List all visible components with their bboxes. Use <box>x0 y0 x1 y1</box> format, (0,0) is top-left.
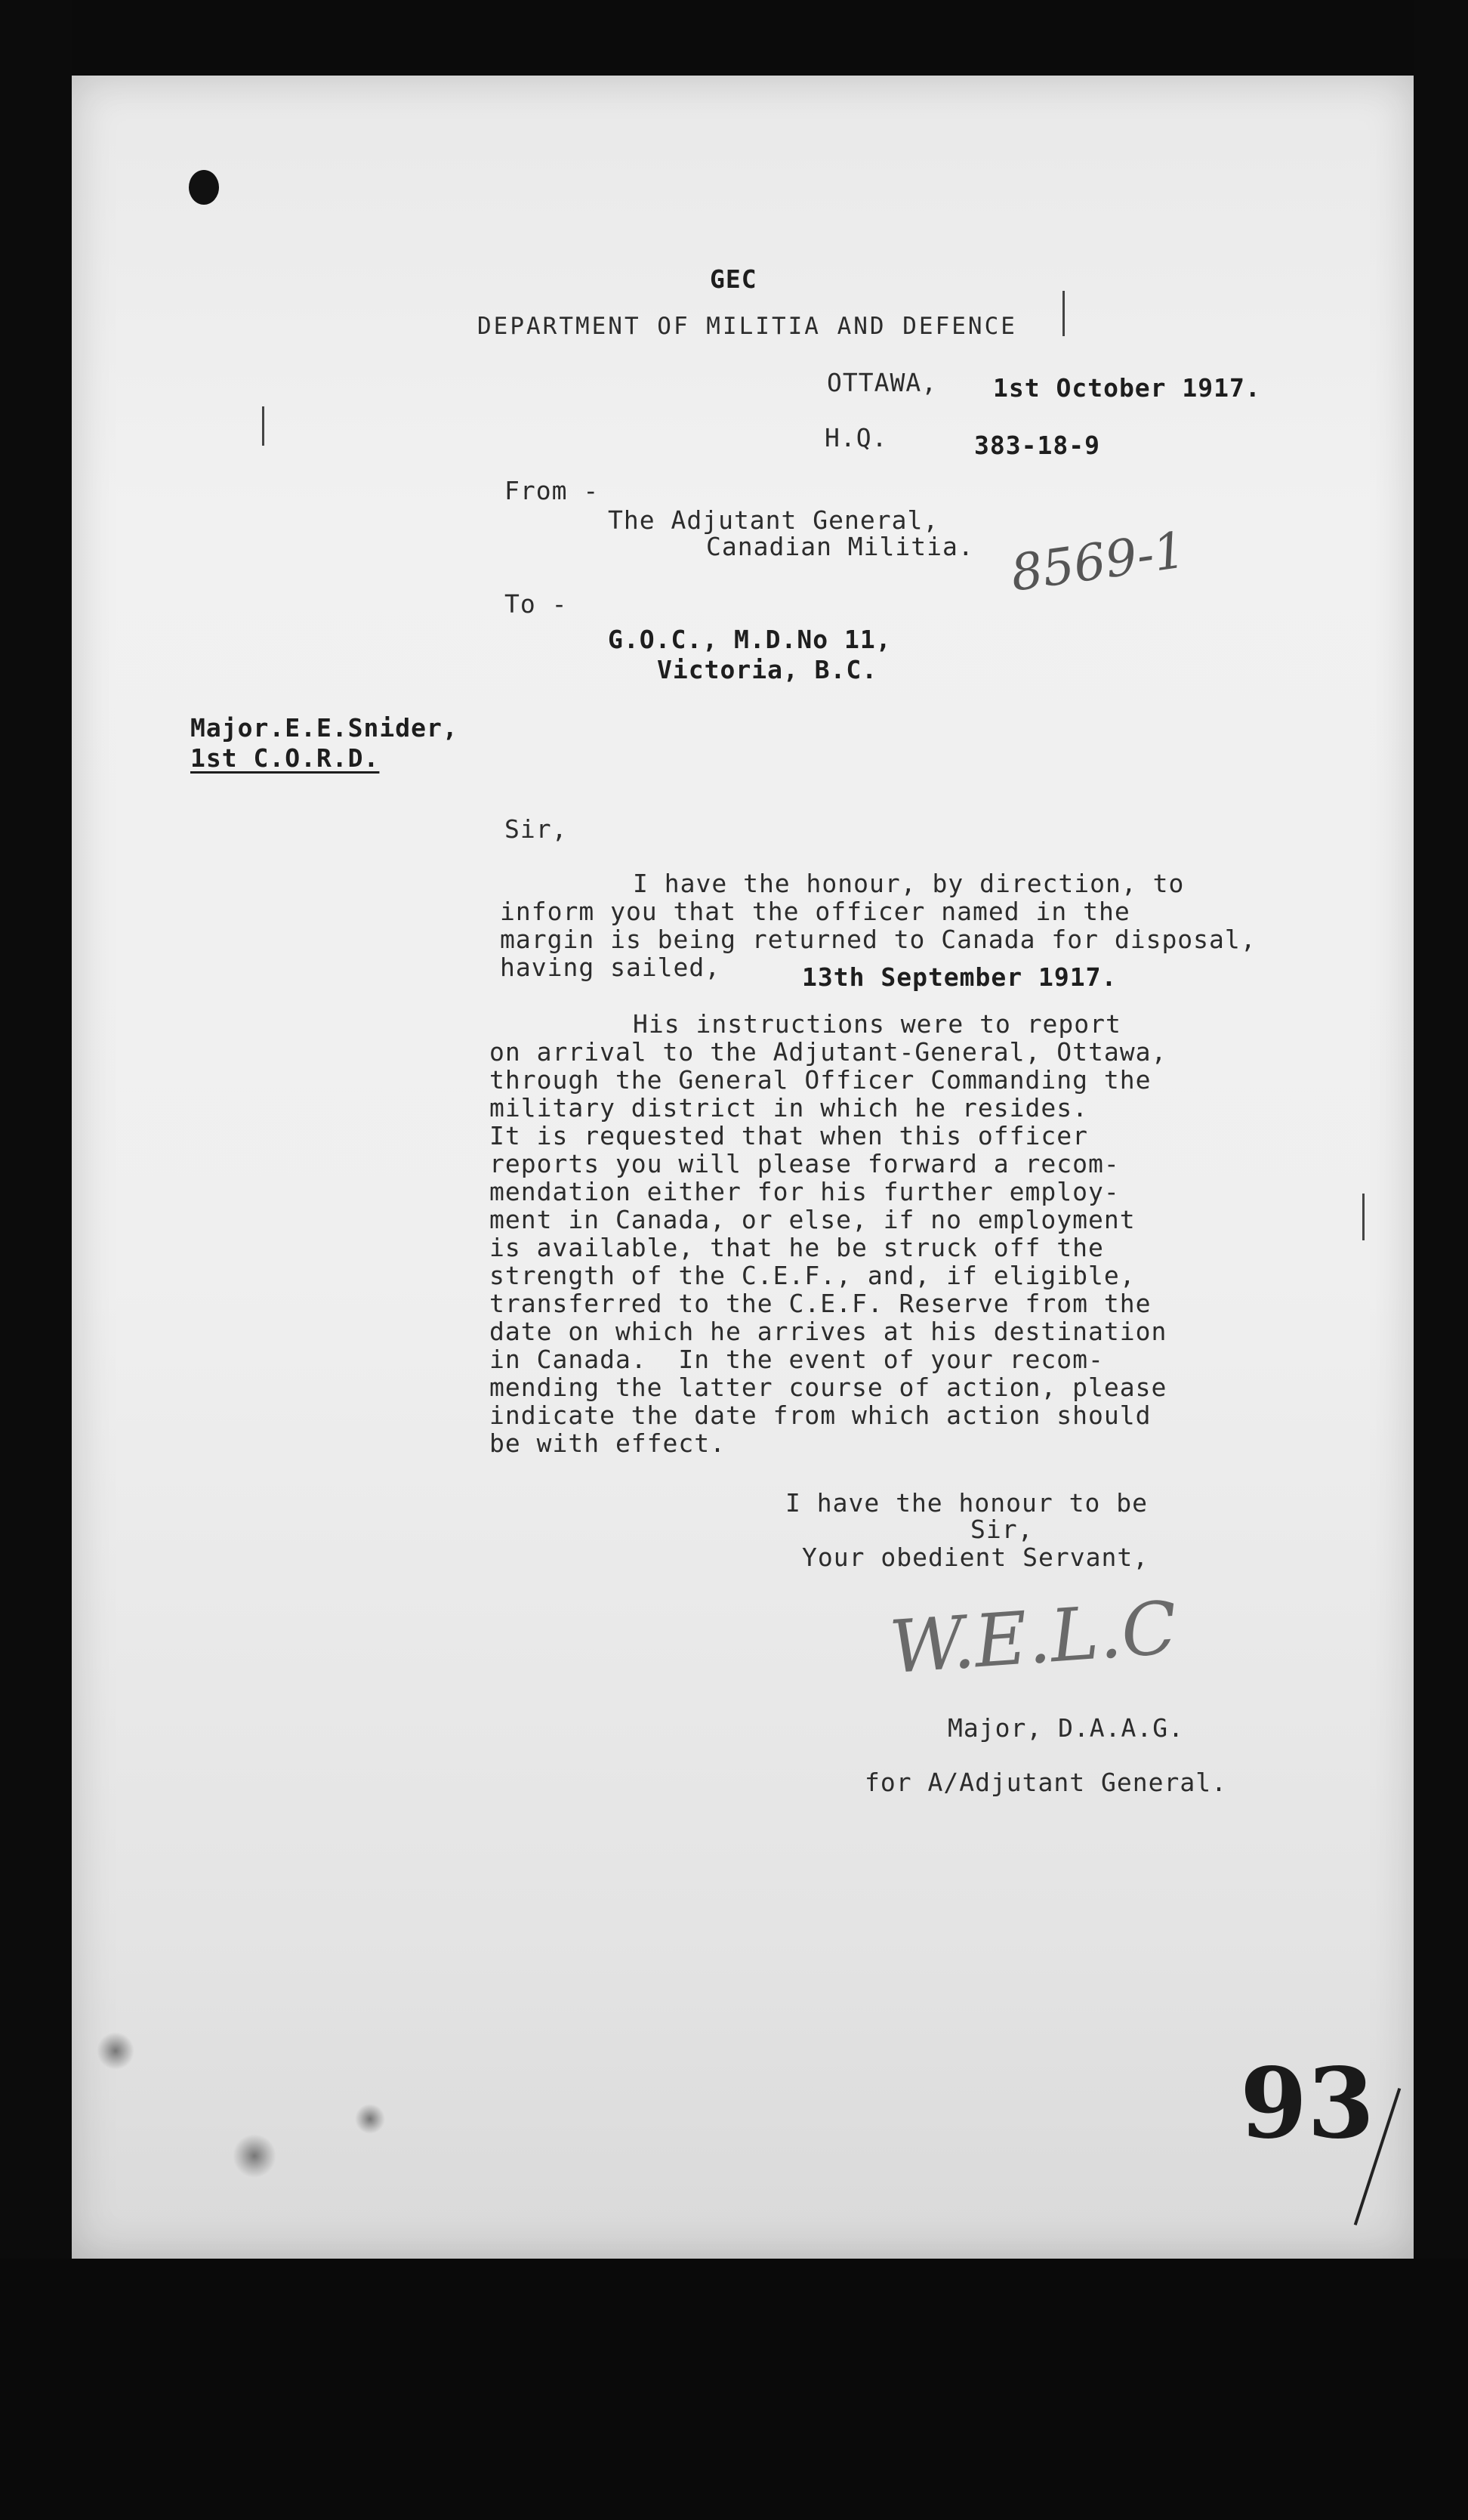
body-line: strength of the C.E.F., and, if eligible, <box>489 1261 1136 1290</box>
letter-place: OTTAWA, <box>827 368 938 397</box>
closing-line-2: Sir, <box>970 1515 1034 1544</box>
page-number: 93 <box>1240 2047 1375 2160</box>
letter-date: 1st October 1917. <box>993 373 1261 403</box>
film-speck <box>233 2134 276 2178</box>
film-border-top <box>0 0 1468 83</box>
body-line: in Canada. In the event of your recom- <box>489 1345 1104 1374</box>
ink-blot <box>189 170 219 205</box>
body-line: be with effect. <box>489 1428 726 1458</box>
body-line: I have the honour, by direction, to <box>633 869 1185 898</box>
hq-label: H.Q. <box>825 423 888 452</box>
closing-line-1: I have the honour to be <box>785 1488 1148 1518</box>
closing-line-3: Your obedient Servant, <box>802 1543 1149 1572</box>
document-code: GEC <box>710 264 757 294</box>
to-label: To - <box>504 589 568 619</box>
margin-mark <box>1062 291 1065 336</box>
body-line: mendation either for his further employ- <box>489 1177 1120 1206</box>
body-line: having sailed, <box>500 953 721 982</box>
film-border-bottom <box>0 2259 1468 2520</box>
margin-officer-unit: 1st C.O.R.D. <box>190 743 380 773</box>
body-line: inform you that the officer named in the <box>500 897 1130 926</box>
from-label: From - <box>504 476 600 505</box>
signatory-capacity: for A/Adjutant General. <box>865 1768 1227 1797</box>
film-border-right <box>1414 0 1468 2520</box>
department-heading: DEPARTMENT OF MILITIA AND DEFENCE <box>477 313 1017 340</box>
to-line-2: Victoria, B.C. <box>657 655 878 684</box>
from-line-2: Canadian Militia. <box>706 532 974 561</box>
body-line: mending the latter course of action, please <box>489 1373 1167 1402</box>
signatory-rank: Major, D.A.A.G. <box>948 1713 1185 1743</box>
body-line: military district in which he resides. <box>489 1093 1088 1123</box>
to-line-1: G.O.C., M.D.No 11, <box>608 625 892 654</box>
film-speck <box>355 2104 385 2134</box>
body-line: It is requested that when this officer <box>489 1121 1088 1150</box>
margin-officer-name: Major.E.E.Snider, <box>190 713 458 743</box>
body-line: His instructions were to report <box>633 1009 1121 1039</box>
body-line: on arrival to the Adjutant-General, Ottawa, <box>489 1037 1167 1067</box>
salutation: Sir, <box>504 814 568 844</box>
body-line: date on which he arrives at his destination <box>489 1317 1167 1346</box>
body-line: transferred to the C.E.F. Reserve from the <box>489 1289 1152 1318</box>
signature: W.E.L.C <box>887 1585 1180 1691</box>
sailed-date: 13th September 1917. <box>802 962 1118 992</box>
body-line: margin is being returned to Canada for disposal, <box>500 925 1257 954</box>
body-line: through the General Officer Commanding the <box>489 1065 1152 1095</box>
body-line: indicate the date from which action should <box>489 1401 1152 1430</box>
file-number: 383-18-9 <box>974 431 1100 460</box>
margin-mark <box>262 406 264 446</box>
film-speck <box>97 2032 134 2070</box>
body-line: is available, that he be struck off the <box>489 1233 1104 1262</box>
body-line: reports you will please forward a recom- <box>489 1149 1120 1178</box>
handwritten-reference: 8569-1 <box>1007 520 1189 603</box>
body-line: ment in Canada, or else, if no employment <box>489 1205 1136 1234</box>
film-border-left <box>0 0 72 2520</box>
margin-mark <box>1362 1194 1365 1240</box>
from-line-1: The Adjutant General, <box>608 505 939 535</box>
